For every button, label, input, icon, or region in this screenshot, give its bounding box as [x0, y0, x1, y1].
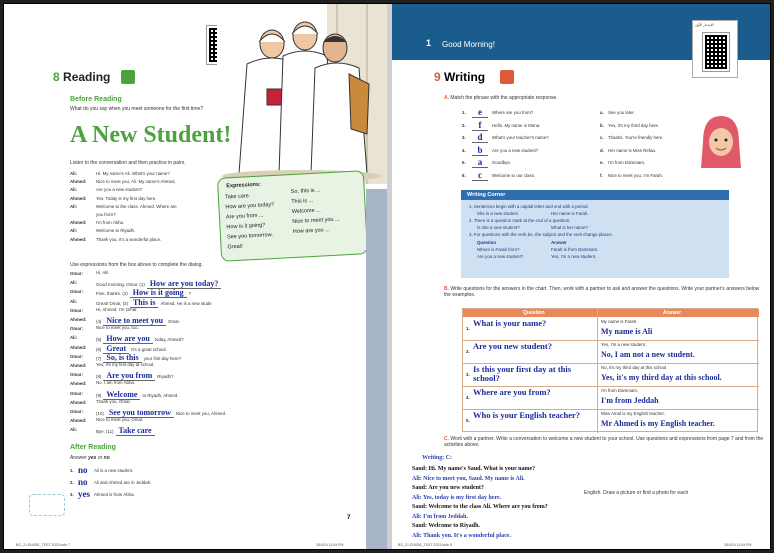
match-phrase: Are you a new student?: [492, 147, 539, 153]
corner-item-3-text: For questions with the verb be, the subject and the verb change places.: [473, 232, 613, 237]
dialog-line: [96, 288, 191, 297]
conversation-speaker: Ali:: [70, 203, 78, 209]
match-number: 1.: [462, 110, 466, 115]
expression-item: How are you today?: [225, 201, 275, 211]
qa-divider: [597, 309, 598, 433]
qa-row-number: 4.: [466, 395, 470, 400]
qa-question: Who is your English teacher?: [473, 410, 581, 420]
dialog-answer: How are you: [103, 334, 152, 344]
after-item-number: 2.: [70, 480, 74, 485]
conversation-row: [412, 466, 535, 472]
expressions-box: [217, 170, 368, 262]
girl-illustration: [697, 112, 745, 170]
dialog-answer: Take care: [116, 426, 155, 436]
left-page: [4, 4, 387, 550]
dialog-prompt: Yes, it's my first day at school.: [96, 362, 155, 367]
conversation-text: Welcome to Riyadh.: [428, 523, 480, 529]
conversation-speaker: Ahmed:: [70, 236, 87, 242]
section-b-label: B.: [444, 286, 449, 292]
dialog-speaker: Omar:: [70, 307, 83, 313]
dialog-line: [96, 426, 157, 435]
dialog-prompt: Fine, thanks. (2): [96, 291, 128, 297]
expressions-title: Expressions:: [226, 181, 262, 190]
section-a-text: Match the phrase with the appropriate response.: [450, 95, 558, 101]
corner-qa-row2-q: Are you a new student?: [477, 254, 524, 259]
qr-code-right: [703, 33, 729, 71]
conversation-line: Yes. Today is my first day here.: [96, 195, 157, 201]
book-icon: [121, 70, 135, 84]
corner-qa-row1-q: Where is Farah from?: [477, 247, 520, 252]
dialog-prompt: Thank you, Omar.: [96, 398, 131, 404]
dialog-rest: your first day here?: [143, 355, 182, 361]
match-letter: e.: [600, 160, 604, 165]
match-letter: c.: [600, 135, 604, 140]
conversation-text: Thank you. It's a wonderful place.: [423, 532, 511, 539]
dialog-line: [96, 380, 135, 385]
after-instruction-yes: yes: [88, 455, 97, 461]
qa-row-number: 1.: [466, 326, 470, 331]
story-title: A New Student!: [70, 122, 232, 148]
dialog-rest: ?: [188, 291, 192, 297]
match-response: I'm from Dammam.: [608, 160, 646, 165]
footer-left-file: BG_21 ENGB1_TEST 2023.indb 7: [16, 543, 70, 547]
match-number: 4.: [462, 147, 466, 153]
match-answer: d: [472, 132, 488, 143]
dialog-line: [96, 316, 180, 325]
reading-section-number: 8: [53, 70, 60, 84]
after-instruction-or: or: [97, 455, 103, 461]
corner-qa-header-q: Question: [477, 240, 497, 245]
expression-item: Take care.: [224, 193, 251, 201]
after-item-number: 3.: [70, 492, 74, 497]
dialog-prompt: (7): [96, 355, 102, 361]
conversation-speaker: Ali:: [412, 494, 422, 501]
dialog-prompt: Good morning, Omar. (1): [96, 282, 145, 288]
corner-item-2-text: There is a question mark at the end of a question.: [473, 218, 571, 223]
expression-item: Nice to meet you ...: [292, 216, 340, 226]
after-item-text: Ali is a new student.: [94, 468, 134, 473]
after-instruction: [70, 455, 110, 461]
dialog-rest: today, Ahmed?: [154, 337, 184, 343]
dialog-line: [96, 362, 155, 367]
dialog-speaker: Omar:: [70, 271, 83, 276]
dialog-prompt: (5): [96, 337, 102, 343]
dialog-prompt: Hi, Ali!: [96, 270, 109, 275]
conversation-speaker: Saud:: [412, 485, 428, 491]
conversation-row: [412, 495, 501, 501]
dialog-speaker: Omar:: [70, 409, 83, 414]
match-answer: e: [472, 107, 488, 118]
listen-instruction: Listen to the conversation and then practice in pairs.: [70, 160, 186, 166]
section-c-instruction: [444, 436, 764, 448]
conversation-speaker: Ahmed:: [70, 195, 87, 201]
dialog-prompt: (8): [96, 374, 102, 380]
expression-item: How is it going?: [226, 222, 266, 231]
page-number-left: 7: [347, 515, 351, 521]
qa-header-question: Question: [523, 310, 545, 316]
dialog-answer: So, is this: [103, 353, 141, 363]
dialog-line: [96, 417, 143, 422]
corner-item-3: 3. For questions with the verb be, the subject and the verb change places.: [469, 232, 613, 237]
dialog-speaker: Ahmed:: [70, 381, 87, 387]
conversation-speaker: Saud:: [412, 523, 428, 529]
conversation-row: [412, 533, 511, 539]
qa-written-answer: No, I am not a new student.: [601, 350, 695, 359]
conversation-speaker: Ahmed:: [70, 220, 87, 226]
students-illustration: [217, 4, 387, 184]
conversation-speaker: Ali:: [412, 475, 422, 482]
corner-item-1: 1. Sentences begin with a capital letter and end with a period.: [469, 204, 589, 209]
expression-item: So, this is ...: [290, 187, 321, 196]
section-a-instruction: [444, 95, 558, 101]
before-reading-heading: Before Reading: [70, 96, 122, 103]
qa-question: Is this your first day at this school?: [473, 364, 572, 383]
match-response: See you later.: [608, 110, 635, 115]
after-item-answer: no: [78, 465, 88, 475]
qa-written-answer: I'm from Jeddah: [601, 396, 659, 405]
qa-printed-answer: I'm from Dammam.: [601, 388, 639, 393]
dialog-line: [96, 353, 181, 362]
qa-question: What is your name?: [473, 318, 547, 328]
dialog-line: [96, 371, 173, 380]
dialog-prompt: (9): [96, 392, 102, 398]
unit-title: Good Morning!: [442, 40, 495, 49]
conversation-line: Nice to meet you, Ali. My name's Ahmed.: [96, 179, 176, 185]
qa-written-answer: Mr Ahmed is my English teacher.: [601, 419, 715, 428]
expression-item: This is ...: [291, 197, 314, 206]
dialog-prompt: (6): [96, 346, 102, 352]
dialog-prompt: Bye. (11): [96, 429, 114, 435]
dialog-rest: to Riyadh, Ahmed.: [142, 392, 179, 398]
corner-example-2b: What is her name?: [551, 225, 588, 230]
qa-written-answer: My name is Ali: [601, 327, 653, 336]
qa-printed-answer: Miss Amal is my English teacher.: [601, 411, 665, 416]
corner-qa-row1-a: Farah is from Dammam.: [551, 247, 599, 252]
after-item-text: Ali and Ahmed are in Jeddah.: [94, 480, 152, 485]
qa-question: Are you new student?: [473, 341, 552, 351]
conversation-text: Welcome to the class Ali. Where are you from?: [428, 504, 548, 510]
match-letter: d.: [600, 147, 604, 153]
dialog-line: [96, 408, 226, 417]
dialog-speaker: Omar:: [70, 353, 83, 359]
dialog-speaker: Ahmed:: [70, 344, 87, 350]
conversation-line: Welcome to Riyadh.: [96, 228, 136, 234]
match-answer: a: [472, 157, 488, 168]
page-edge-band: [366, 189, 387, 550]
dialog-speaker: Omar:: [70, 289, 83, 295]
corner-item-1-text: Sentences begin with a capital letter and end with a period.: [473, 204, 589, 209]
before-reading-question: What do you say when you meet someone for the first time?: [70, 106, 204, 112]
match-phrase: What's your teacher's name?: [492, 135, 549, 140]
conversation-text: Are you new student?: [428, 485, 484, 491]
match-response: Nice to meet you. I'm Farah.: [608, 172, 664, 178]
document-frame: [3, 3, 771, 550]
match-phrase: Goodbye.: [492, 160, 512, 165]
qa-table: [462, 308, 758, 432]
qa-printed-answer: Yes, I'm a new student.: [601, 342, 647, 347]
writing-corner-title: Writing Corner: [467, 192, 506, 198]
corner-example-1b: Her name is Farah.: [551, 211, 589, 216]
dialog-line: [96, 298, 212, 307]
dialog-line: [96, 399, 131, 404]
corner-example-1a: She is a new student.: [477, 211, 519, 216]
match-response: Yes, it's my third day here.: [608, 122, 660, 128]
footer-left-date: 28/4/24 11:09 PM: [316, 543, 344, 547]
right-page: [392, 4, 771, 550]
dialog-prompt: Nice to meet you, Omar.: [96, 417, 144, 423]
qa-row-number: 2.: [466, 349, 470, 354]
dialog-speaker: Ali:: [70, 280, 78, 286]
writing-corner: [461, 190, 729, 278]
dialog-line: [96, 334, 184, 343]
dialog-prompt: Nice to meet you, too.: [96, 325, 139, 331]
expression-item: Welcome ...: [291, 207, 321, 216]
dialog-speaker: Omar:: [70, 390, 83, 396]
unit-number: 1: [426, 38, 432, 48]
footer-right-date: 28/4/24 11:09 PM: [724, 543, 752, 547]
match-phrase: Welcome to our class.: [492, 172, 536, 178]
dialog-answer: Welcome: [103, 390, 140, 400]
match-number: 2.: [462, 122, 466, 128]
dialog-line: [96, 279, 223, 288]
qa-table-header: [463, 309, 759, 317]
dialog-line: [96, 390, 178, 399]
match-number: 3.: [462, 135, 466, 140]
match-response: Her name is Miss Refaa.: [608, 147, 657, 153]
conversation-speaker: Ali:: [412, 513, 422, 520]
dialog-speaker: Omar:: [70, 326, 83, 332]
dialog-rest: Ahmed. He is a new stude: [160, 300, 212, 306]
dialog-speaker: Ali:: [70, 427, 78, 433]
section-b-text: Write questions for the answers in the chart. Then, work with a partner to ask and answer the questions. Write your partner's answers below the examples.: [444, 286, 760, 298]
section-c-label: C.: [444, 436, 449, 442]
qa-printed-answer: My name is Farah.: [601, 319, 638, 324]
match-letter: f.: [600, 172, 603, 178]
corner-example-2a: Is she a new student?: [477, 225, 520, 230]
expression-item: Great!: [227, 243, 243, 251]
corner-qa-row2-a: Yes, I'm a new student.: [551, 254, 597, 259]
dialog-instruction: Use expressions from the box above to complete the dialog.: [70, 262, 203, 268]
conversation-speaker: Saud:: [412, 504, 428, 510]
conversation-text: Hi. My name's Saud. What is your name?: [428, 466, 536, 472]
dialog-rest: Omar.: [168, 319, 180, 324]
after-instruction-pre: Answer: [70, 455, 87, 461]
dialog-answer: How is it going: [130, 288, 187, 298]
qa-header-answer: Answer: [663, 310, 682, 316]
writing-heading: [434, 70, 485, 84]
writing-c-heading: Writing: C:: [422, 455, 453, 461]
match-phrase: Where are you from?: [492, 110, 534, 115]
dialog-prompt: (10): [96, 411, 104, 416]
conversation-speaker: Ali:: [70, 171, 78, 176]
conversation-text: I'm from Jeddah.: [423, 513, 468, 520]
conversation-speaker: Saud:: [412, 466, 428, 472]
c-side-note: English. Draw a picture or find a photo for each: [584, 490, 689, 496]
conversation-row: [412, 504, 548, 510]
dialog-line: [96, 344, 167, 353]
writing-section-title: Writing: [444, 70, 486, 84]
match-letter: b.: [600, 122, 604, 128]
match-number: 5.: [462, 160, 466, 165]
match-response: Thanks. You're friendly here.: [608, 135, 664, 140]
pencil-icon: [500, 70, 514, 84]
conversation-line: I'm from Abha.: [96, 220, 125, 226]
dialog-speaker: Ahmed:: [70, 399, 87, 405]
qr-card-right: [692, 20, 738, 78]
qr-caption: الإصدار الأول: [695, 23, 714, 27]
dialog-speaker: Ahmed:: [70, 418, 87, 424]
conversation-line: Are you a new student?: [96, 187, 143, 193]
dialog-speaker: Omar:: [70, 372, 83, 378]
after-item-answer: no: [78, 477, 88, 487]
conversation-speaker: Ali:: [70, 187, 78, 193]
conversation-row: [412, 523, 480, 529]
match-answer: c: [472, 170, 488, 181]
match-letter: a.: [600, 110, 604, 115]
after-instruction-no: no: [103, 455, 110, 461]
dialog-answer: Nice to meet you: [103, 316, 166, 326]
dialog-prompt: No, I am from Abha.: [96, 380, 136, 386]
watermark-logo: [29, 494, 65, 516]
section-c-text: Work with a partner. Write a conversation to welcome a new student to your school. Use questions and expressions from page 7 and from the activities above.: [444, 436, 764, 448]
corner-qa-header-a: Answer: [551, 240, 567, 245]
qa-printed-answer: No, it's my third day at this school.: [601, 365, 668, 370]
match-answer: b: [472, 145, 488, 156]
dialog-prompt: Great! Omar, (3): [96, 300, 128, 306]
expression-item: How are you ...: [292, 227, 330, 236]
dialog-answer: How are you today?: [147, 279, 222, 289]
expression-item: See you tomorrow.: [226, 232, 273, 241]
dialog-rest: It's a great school.: [131, 346, 167, 352]
qa-written-answer: Yes, it's my third day at this school.: [601, 373, 722, 382]
dialog-answer: This is: [130, 298, 158, 308]
match-number: 6.: [462, 172, 466, 178]
conversation-speaker: Ahmed:: [70, 179, 87, 185]
conversation-line: Hi. My name's Ali. What's your name?: [96, 171, 170, 176]
section-a-label: A.: [444, 95, 449, 101]
conversation-row: [412, 485, 484, 491]
expression-item: Are you from ...: [225, 212, 264, 221]
conversation-text: Yes, today is my first day here.: [422, 494, 502, 501]
conversation-speaker: Ali:: [70, 228, 78, 234]
dialog-answer: Are you from: [103, 371, 155, 381]
conversation-row: [412, 476, 525, 482]
after-item-number: 1.: [70, 468, 74, 473]
dialog-speaker: Ahmed:: [70, 363, 87, 368]
reading-section-title: Reading: [63, 70, 111, 84]
conversation-speaker: Ali:: [412, 532, 422, 539]
dialog-speaker: Ahmed:: [70, 317, 87, 322]
conversation-line: Welcome to the class, Ahmed. Where are: [96, 203, 177, 209]
qa-row-number: 5.: [466, 418, 470, 423]
match-answer: f: [472, 120, 488, 131]
conversation-line: Thank you. It's a wonderful place.: [96, 236, 162, 242]
dialog-prompt: (4): [96, 319, 102, 324]
dialog-rest: Riyadh?: [157, 374, 174, 380]
dialog-line: [96, 325, 139, 330]
dialog-answer: See you tomorrow: [106, 408, 174, 418]
footer-right-file: BG_21 ENGB1_TEST 2023.indb 8: [398, 543, 452, 547]
writing-section-number: 9: [434, 70, 441, 84]
dialog-rest: Nice to meet you, Ahmed.: [175, 411, 227, 416]
conversation-line: you from?: [96, 212, 116, 217]
after-reading-heading: After Reading: [70, 444, 116, 451]
qa-question: Where are you from?: [473, 387, 551, 397]
conversation-row: [412, 514, 468, 520]
after-item-answer: yes: [78, 489, 90, 499]
dialog-line: [96, 270, 108, 275]
conversation-text: Nice to meet you, Saud. My name is Ali.: [423, 475, 525, 482]
after-item-text: Ahmed is from Abha.: [94, 492, 135, 497]
corner-item-2: 2. There is a question mark at the end of a question.: [469, 218, 571, 223]
reading-heading: [53, 70, 110, 84]
section-b-instruction: [444, 286, 764, 298]
dialog-answer: Great: [103, 344, 129, 354]
dialog-prompt: Hi, Ahmed. I'm Omar.: [96, 306, 138, 312]
match-phrase: Hello. My name is Mona.: [492, 122, 541, 128]
dialog-speaker: Ali:: [70, 298, 78, 304]
qa-row-number: 3.: [466, 372, 470, 377]
dialog-line: [96, 307, 138, 312]
dialog-speaker: Ali:: [70, 335, 78, 341]
